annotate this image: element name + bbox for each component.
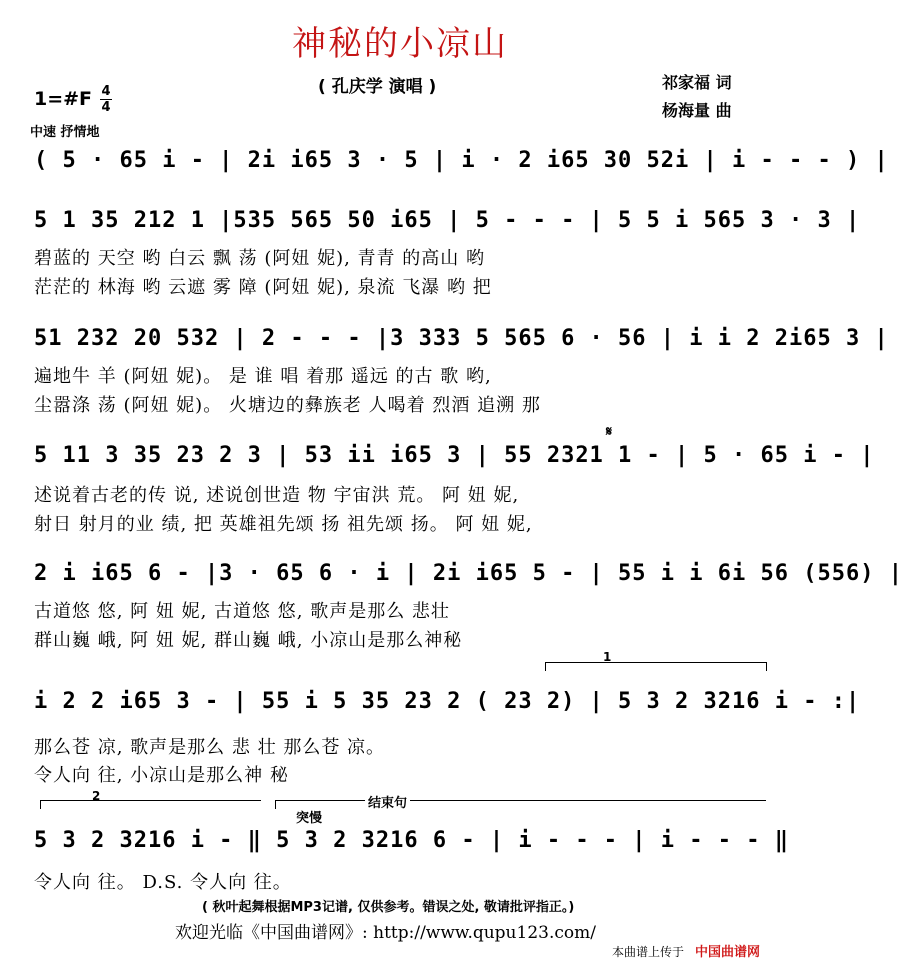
lyric-line-6a: 那么苍 凉, 歌声是那么 悲 壮 那么苍 凉。: [34, 737, 386, 758]
lyric-line-6b: 令人向 往, 小凉山是那么神 秘: [34, 765, 289, 786]
key-signature: 1=#F: [34, 88, 93, 110]
lyric-line-2a: 碧蓝的 天空 哟 白云 飘 荡 (阿妞 妮), 青青 的高山 哟: [34, 248, 485, 269]
lyric-line-4b: 射日 射月的业 绩, 把 英雄祖先颂 扬 祖先颂 扬。 阿 妞 妮,: [34, 514, 533, 535]
ending-bracket: [275, 800, 766, 809]
lyric-line-5a: 古道悠 悠, 阿 妞 妮, 古道悠 悠, 歌声是那么 悲壮: [34, 601, 450, 622]
site-url[interactable]: 欢迎光临《中国曲谱网》: http://www.qupu123.com/: [175, 923, 596, 943]
notation-line-4: 5 11 3 35 23 2 3 | 53 ii i65 3 | 55 2321 1 - | 5 · 65 i - |: [34, 443, 875, 468]
composer-credit: 杨海量 曲: [662, 101, 732, 120]
lyricist-credit: 祁家福 词: [662, 73, 732, 92]
upload-note: 本曲谱上传于: [612, 945, 685, 959]
lyric-line-4a: 述说着古老的传 说, 述说创世造 物 宇宙洪 荒。 阿 妞 妮,: [34, 485, 520, 506]
notation-line-3: 51 232 20 532 | 2 - - - |3 333 5 565 6 · 56 | i i 2 2i65 3 |: [34, 326, 889, 351]
ritard-label: 突慢: [296, 811, 323, 826]
site-logo[interactable]: 中国曲谱网: [695, 945, 761, 960]
volta-1-number: 1: [603, 650, 612, 664]
time-signature: [100, 84, 112, 115]
lyric-line-3a: 遍地牛 羊 (阿妞 妮)。 是 谁 唱 着那 遥远 的古 歌 哟,: [34, 366, 492, 387]
volta-2-number: 2: [92, 789, 101, 803]
singer-credit: ( 孔庆学 演唱 ): [318, 77, 437, 97]
notation-line-1: ( 5 · 65 i - | 2i i65 3 · 5 | i · 2 i65 30 52i | i - - - ) |: [34, 148, 889, 173]
ending-label: 结束句: [365, 792, 410, 811]
lyric-line-2b: 茫茫的 林海 哟 云遮 雾 障 (阿妞 妮), 泉流 飞瀑 哟 把: [34, 277, 492, 298]
time-signature-top: 4: [101, 84, 111, 99]
segno-sign: 𝄋: [606, 424, 613, 440]
volta-1-bracket: [545, 662, 767, 671]
lyric-line-5b: 群山巍 峨, 阿 妞 妮, 群山巍 峨, 小凉山是那么神秘: [34, 630, 463, 651]
notation-line-2: 5 1 35 212 1 |535 565 50 i65 | 5 - - - | 5 5 i 565 3 · 3 |: [34, 208, 861, 233]
notation-line-5: 2 i i65 6 - |3 · 65 6 · i | 2i i65 5 - | 55 i i 6i 56 (556) |: [34, 561, 903, 586]
lyric-line-7: 令人向 往。 D.S. 令人向 往。: [34, 872, 292, 893]
time-signature-bottom: 4: [101, 100, 111, 115]
song-title: 神秘的小凉山: [292, 24, 508, 64]
transcription-note: ( 秋叶起舞根据MP3记谱, 仅供参考。错误之处, 敬请批评指正。): [202, 900, 575, 915]
tempo-marking: 中速 抒情地: [30, 125, 100, 140]
volta-2-bracket: [40, 800, 261, 809]
notation-line-7: 5 3 2 3216 i - ‖ 5 3 2 3216 6 - | i - - - | i - - - ‖: [34, 828, 789, 853]
notation-line-6: i 2 2 i65 3 - | 55 i 5 35 23 2 ( 23 2) | 5 3 2 3216 i - :|: [34, 689, 861, 714]
lyric-line-3b: 尘嚣涤 荡 (阿妞 妮)。 火塘边的彝族老 人喝着 烈酒 追溯 那: [34, 395, 541, 416]
